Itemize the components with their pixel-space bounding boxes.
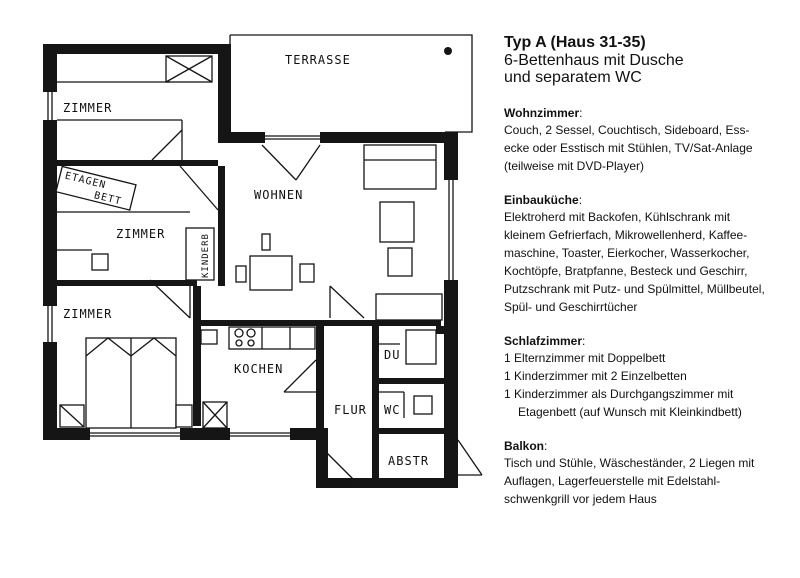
section-heading-einbaukueche: Einbauküche (504, 193, 579, 207)
section-line: 1 Kinderzimmer mit 2 Einzelbetten (504, 369, 687, 383)
room-zimmer-top (57, 56, 212, 160)
section-line: schwenkgrill vor jedem Haus (504, 492, 657, 506)
section-schlafzimmer (504, 333, 794, 421)
room-abstr (388, 440, 482, 475)
room-label-zimmer-mid: ZIMMER (116, 227, 166, 241)
room-du (379, 330, 436, 364)
house-subtitle-line-2: und separatem WC (504, 69, 642, 86)
section-line: Tisch und Stühle, Wäscheständer, 2 Liegen mit (504, 456, 755, 470)
section-line: Spül- und Geschirrtücher (504, 300, 638, 314)
room-label-zimmer-top: ZIMMER (63, 101, 113, 115)
room-label-wc: WC (384, 403, 401, 417)
room-label-terrasse: TERRASSE (285, 53, 351, 67)
section-colon: : (582, 334, 586, 348)
description-panel (504, 34, 794, 508)
room-kochen (229, 327, 316, 392)
section-line: kleinem Gefrierfach, Mikrowellenherd, Kaffee- (504, 228, 748, 242)
section-line: Elektroherd mit Backofen, Kühlschrank mit (504, 210, 731, 224)
section-wohnzimmer (504, 105, 794, 175)
section-colon: : (544, 439, 548, 453)
room-label-zimmer-bottom: ZIMMER (63, 307, 113, 321)
room-wc (379, 392, 432, 418)
section-heading-wohnzimmer: Wohnzimmer (504, 106, 580, 120)
room-label-kinderb: KINDERB (201, 233, 211, 278)
room-label-kochen: KOCHEN (234, 362, 284, 376)
room-label-wohnen: WOHNEN (254, 188, 304, 202)
section-einbaukueche (504, 192, 794, 316)
section-line: Auflagen, Lagerfeuerstelle mit Edelstahl- (504, 474, 721, 488)
section-colon: : (579, 106, 583, 120)
room-label-du: DU (384, 348, 401, 362)
terrace-post-icon (444, 47, 452, 55)
section-heading-schlafzimmer: Schlafzimmer (504, 334, 583, 348)
section-line: ecke oder Esstisch mit Stühlen, TV/Sat-Anlage (504, 141, 753, 155)
room-label-flur: FLUR (334, 403, 367, 417)
terrace (230, 35, 472, 132)
room-wohnen (236, 145, 442, 320)
room-label-etagen: ETAGEN (63, 170, 108, 192)
section-line: Putzschrank mit Putz- und Spülmittel, Müllbeutel, (504, 282, 765, 296)
house-subtitle-line-1: 6-Bettenhaus mit Dusche (504, 52, 684, 69)
room-label-bett: BETT (92, 190, 123, 208)
room-label-abstr: ABSTR (388, 454, 430, 468)
section-line: Etagenbett (auf Wunsch mit Kleinkindbett) (518, 405, 742, 419)
section-line: (teilweise mit DVD-Player) (504, 159, 645, 173)
section-line: Couch, 2 Sessel, Couchtisch, Sideboard, Ess- (504, 123, 750, 137)
section-line: 1 Kinderzimmer als Durchgangszimmer mit (504, 387, 734, 401)
room-flur (324, 403, 367, 482)
section-colon: : (578, 193, 583, 207)
section-line: Kochtöpfe, Bratpfanne, Besteck und Geschirr, (504, 264, 748, 278)
section-line: maschine, Toaster, Eierkocher, Wasserkocher, (504, 246, 750, 260)
section-heading-balkon: Balkon (504, 439, 545, 453)
house-type-title: Typ A (Haus 31-35) (504, 34, 646, 51)
section-line: 1 Elternzimmer mit Doppelbett (504, 351, 666, 365)
section-balkon (504, 438, 794, 508)
